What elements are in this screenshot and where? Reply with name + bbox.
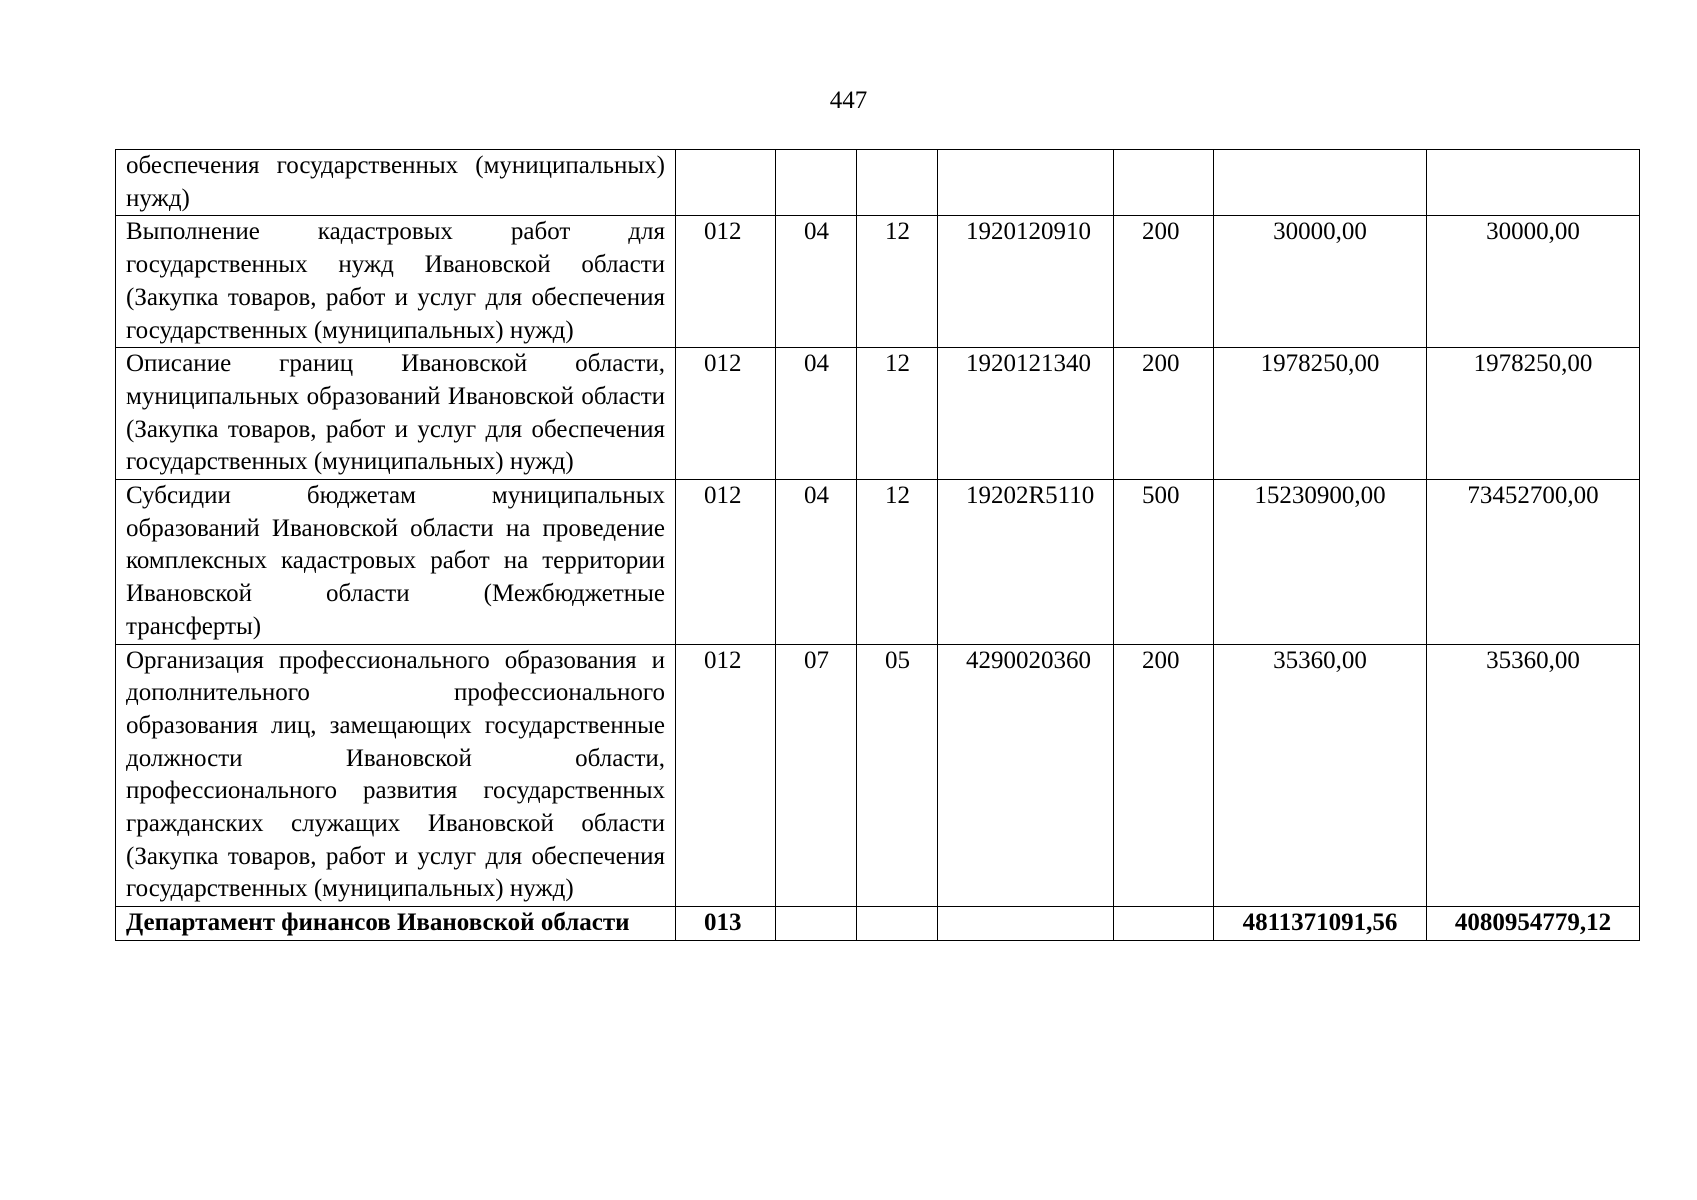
ministry-code-cell: 012 (676, 348, 776, 480)
expense-type-cell: 200 (1114, 216, 1214, 348)
table-row (116, 216, 1640, 348)
section-code-cell: 04 (776, 480, 857, 645)
section-code-cell: 04 (776, 348, 857, 480)
subsection-code-cell (857, 907, 938, 941)
section-code-cell (776, 907, 857, 941)
sum-second-year-cell (1427, 150, 1640, 216)
expense-name-cell: Организация профессионального образования и дополнительного профессионального образования лиц, замещающих государственные должности Ивановской области, профессионального развития государственных гражданских служащих Ивановской области (Закупка товаров, работ и услуг для обеспечения государственных (муниципальных) нужд) (116, 644, 676, 907)
ministry-code-cell: 012 (676, 644, 776, 907)
subsection-code-cell (857, 150, 938, 216)
table-row (116, 644, 1640, 907)
sum-first-year-cell (1214, 150, 1427, 216)
sum-first-year-cell: 1978250,00 (1214, 348, 1427, 480)
sum-second-year-cell: 73452700,00 (1427, 480, 1640, 645)
budget-table (115, 149, 1640, 941)
subsection-code-cell: 12 (857, 480, 938, 645)
expense-name-cell: Департамент финансов Ивановской области (116, 907, 676, 941)
table-row-department-total (116, 907, 1640, 941)
subsection-code-cell: 12 (857, 348, 938, 480)
target-article-cell: 19202R5110 (938, 480, 1114, 645)
table-row (116, 480, 1640, 645)
sum-first-year-cell: 15230900,00 (1214, 480, 1427, 645)
target-article-cell (938, 907, 1114, 941)
sum-second-year-cell: 4080954779,12 (1427, 907, 1640, 941)
ministry-code-cell: 012 (676, 480, 776, 645)
ministry-code-cell: 013 (676, 907, 776, 941)
target-article-cell (938, 150, 1114, 216)
subsection-code-cell: 05 (857, 644, 938, 907)
table-row (116, 348, 1640, 480)
expense-type-cell (1114, 150, 1214, 216)
sum-first-year-cell: 35360,00 (1214, 644, 1427, 907)
expense-name-cell: Выполнение кадастровых работ для государственных нужд Ивановской области (Закупка товаров, работ и услуг для обеспечения государственных (муниципальных) нужд) (116, 216, 676, 348)
target-article-cell: 4290020360 (938, 644, 1114, 907)
sum-first-year-cell: 30000,00 (1214, 216, 1427, 348)
expense-type-cell (1114, 907, 1214, 941)
expense-type-cell: 200 (1114, 348, 1214, 480)
section-code-cell (776, 150, 857, 216)
expense-type-cell: 200 (1114, 644, 1214, 907)
subsection-code-cell: 12 (857, 216, 938, 348)
table-row (116, 150, 1640, 216)
sum-first-year-cell: 4811371091,56 (1214, 907, 1427, 941)
expense-name-cell: Описание границ Ивановской области, муниципальных образований Ивановской области (Закупка товаров, работ и услуг для обеспечения государственных (муниципальных) нужд) (116, 348, 676, 480)
section-code-cell: 04 (776, 216, 857, 348)
section-code-cell: 07 (776, 644, 857, 907)
page-number: 447 (829, 87, 868, 114)
ministry-code-cell: 012 (676, 216, 776, 348)
target-article-cell: 1920121340 (938, 348, 1114, 480)
expense-name-cell: обеспечения государственных (муниципальных) нужд) (116, 150, 676, 216)
expense-name-cell: Субсидии бюджетам муниципальных образований Ивановской области на проведение комплексных кадастровых работ на территории Ивановской области (Межбюджетные трансферты) (116, 480, 676, 645)
sum-second-year-cell: 30000,00 (1427, 216, 1640, 348)
sum-second-year-cell: 1978250,00 (1427, 348, 1640, 480)
ministry-code-cell (676, 150, 776, 216)
sum-second-year-cell: 35360,00 (1427, 644, 1640, 907)
target-article-cell: 1920120910 (938, 216, 1114, 348)
expense-type-cell: 500 (1114, 480, 1214, 645)
